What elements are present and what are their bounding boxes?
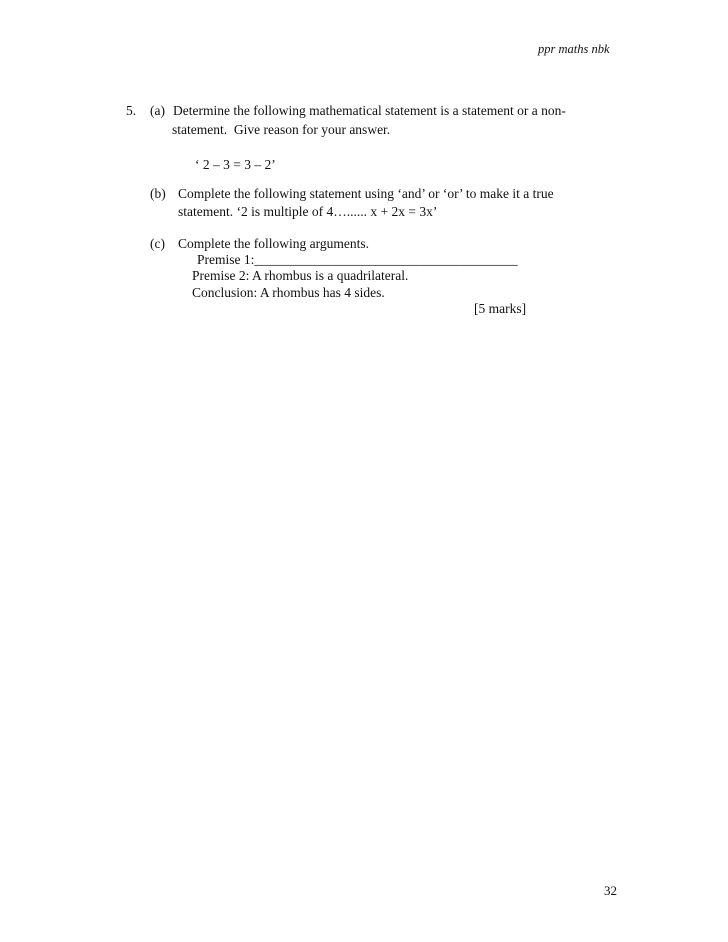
question-number: 5. [126,103,137,118]
part-c-label: (c) [150,236,165,251]
part-a-label: (a) [150,103,165,118]
marks-label: [5 marks] [474,301,527,316]
part-b-line-1: Complete the following statement using ‘and’ or ‘or’ to make it a true [178,186,554,201]
part-c-line-1: Complete the following arguments. [178,236,369,251]
part-b-line-2: statement. ‘2 is multiple of 4…...... x + 2x = 3x’ [178,204,438,219]
page-number: 32 [604,883,617,898]
page-header: ppr maths nbk [538,42,610,56]
part-a-line-2: statement. Give reason for your answer. [172,122,391,137]
part-b-label: (b) [150,186,166,201]
premise-2: Premise 2: A rhombus is a quadrilateral. [192,268,409,283]
premise-1-blank: Premise 1:_______________________________________ [197,252,518,267]
part-a-line-1: Determine the following mathematical statement is a statement or a non- [173,103,566,118]
part-a-expression: ‘ 2 – 3 = 3 – 2’ [195,157,276,172]
conclusion: Conclusion: A rhombus has 4 sides. [192,285,385,300]
